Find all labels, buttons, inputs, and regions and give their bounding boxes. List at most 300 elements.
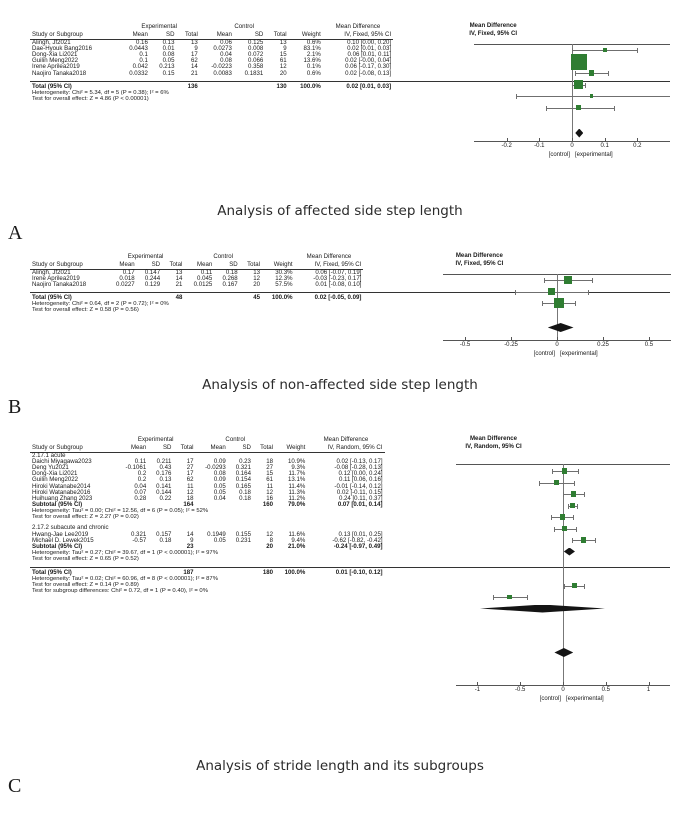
ci-end-cap [563, 492, 564, 497]
axis-tick-label: -0.5 [515, 687, 526, 693]
cell-exp-sd: 0.129 [144, 280, 161, 288]
cell-exp-mean: 0.0332 [129, 69, 148, 77]
cell-ctl-sd: 0.066 [248, 57, 264, 65]
group-header-row [30, 252, 670, 260]
col-effect: IV, Fixed, 95% CI [323, 30, 393, 39]
cell-effect: 0.10 [0.00, 0.20] [347, 38, 392, 46]
cell-ctl-sd: 0.164 [235, 470, 251, 478]
ci-end-cap [608, 71, 609, 76]
axis-label-control: [control] [533, 351, 555, 357]
cell-effect: 0.06 [-0.07, 0.19] [315, 268, 362, 276]
cell-exp-mean: -0.1061 [125, 463, 147, 471]
cell-ctl-mean: 0.0125 [193, 280, 213, 288]
cell-ctl-sd: 0.321 [235, 463, 251, 471]
ci-end-cap [542, 301, 543, 306]
cell-weight: 11.6% [288, 530, 306, 538]
cell-ctl-total: 45 [240, 293, 262, 302]
cell-ctl-sd: 0.125 [248, 38, 264, 46]
cell-exp-sd: 0.141 [156, 482, 172, 490]
cell-weight: 11.3% [288, 488, 306, 496]
study-weight-marker[interactable] [562, 468, 567, 473]
cell-exp-total: 21 [175, 280, 183, 288]
plot-subtitle-a: IV, Fixed, 95% CI [469, 30, 518, 37]
cell-ctl-total: 12 [279, 63, 287, 71]
axis-tick [572, 138, 573, 141]
cell-exp-sd: 0.22 [159, 494, 172, 502]
cell-exp-sd: 0.13 [159, 476, 172, 484]
cell-ctl-sd: 0.358 [248, 63, 264, 71]
study-weight-marker[interactable] [564, 276, 573, 285]
cell-ctl-mean: 0.06 [220, 38, 232, 46]
cell-ctl-total: 11 [266, 482, 274, 490]
cell-study: Alingh, Jf2021 [32, 38, 71, 46]
cell-study: Guilin Meng2022 [32, 57, 79, 65]
header-mean-difference: Mean Difference [306, 252, 352, 260]
subgroup-title: 2.17.1 acute [32, 451, 66, 459]
col-ctl-mean: Mean [184, 260, 214, 269]
summary-diamond[interactable] [575, 129, 583, 138]
plot-title-cell-c [385, 435, 670, 452]
col-weight: Weight [275, 443, 307, 452]
study-weight-marker[interactable] [576, 105, 580, 109]
study-weight-marker[interactable] [548, 288, 555, 295]
cell-exp-sd: 0.244 [144, 274, 161, 282]
cell-blank [234, 81, 265, 90]
cell-study: Dong-Xia Li2021 [32, 50, 78, 58]
axis-tick [539, 138, 540, 141]
cell-ctl-sd: 0.23 [239, 457, 251, 465]
cell-ctl-total: 20 [253, 280, 260, 288]
ci-end-cap [574, 481, 575, 486]
cell-exp-total: 9 [190, 536, 194, 544]
cell-ctl-total: 160 [262, 501, 274, 509]
axis-tick [507, 138, 508, 141]
header-control: Control [225, 435, 246, 443]
cell-exp-mean: 0.11 [134, 457, 147, 465]
axis-tick-label: -0.25 [504, 342, 518, 348]
plot-title-c: Mean Difference [469, 435, 518, 442]
statistics-text: Test for overall effect: Z = 4.86 (P < 0.00001) [32, 95, 149, 102]
statistics-text: Heterogeneity: Tau² = 0.00; Chi² = 12.56, df = 6 (P = 0.05); I² = 52% [32, 508, 209, 515]
cell-exp-mean: 0.0227 [116, 280, 135, 288]
ci-end-cap [614, 106, 615, 111]
cell-exp-total: 17 [186, 457, 194, 465]
caption-a: Analysis of affected side step length [217, 203, 463, 219]
axis-tick [563, 682, 564, 685]
ci-end-cap [575, 301, 576, 306]
cell-exp-mean: 0.2 [137, 476, 147, 484]
panel-b [0, 250, 677, 365]
cell-exp-total: 18 [186, 494, 194, 502]
study-weight-marker[interactable] [571, 54, 587, 70]
cell-total-label: Subtotal (95% CI) [32, 501, 83, 509]
statistics-text: Test for overall effect: Z = 2.27 (P = 0.02) [32, 514, 139, 521]
col-ctl-sd: SD [228, 443, 253, 452]
col-exp-total: Total [176, 30, 199, 39]
axis-tick [477, 682, 478, 685]
cell-ctl-total: 180 [253, 568, 275, 577]
axis-tick-label: -0.5 [459, 342, 471, 348]
cell-study: Naojiro Tanaka2018 [32, 280, 87, 288]
summary-diamond[interactable] [564, 548, 575, 556]
cell-ctl-total: 13 [279, 38, 287, 46]
header-control: Control [213, 252, 233, 260]
statistics-text: Test for overall effect: Z = 0.14 (P = 0.89) [32, 582, 139, 589]
caption-b: Analysis of non-affected side step length [202, 377, 478, 393]
axis-tick [606, 682, 607, 685]
axis-tick [649, 682, 650, 685]
summary-diamond[interactable] [548, 323, 574, 332]
axis-tick [465, 337, 466, 340]
axis-label-experimental: [experimental] [560, 351, 598, 357]
axis-tick [637, 138, 638, 141]
cell-study: Irene Aprilea2019 [32, 63, 80, 71]
cell-weight: 0.6% [306, 38, 321, 46]
cell-exp-sd: 0.213 [159, 63, 175, 71]
cell-ctl-total: 20 [279, 69, 287, 77]
axis-tick [511, 337, 512, 340]
cell-effect: 0.11 [0.06, 0.16] [338, 476, 383, 484]
cell-ctl-total: 18 [266, 457, 274, 465]
ci-end-cap [564, 584, 565, 589]
col-ctl-sd: SD [214, 260, 239, 269]
axis-tick [520, 682, 521, 685]
axis-tick-label: 0.5 [644, 342, 654, 348]
col-exp-sd: SD [137, 260, 162, 269]
cell-weight: 13.6% [303, 57, 321, 65]
col-ctl-mean: Mean [200, 30, 234, 39]
axis-tick-label: 0.25 [597, 342, 609, 348]
ci-end-cap [572, 538, 573, 543]
forest-graph-b [443, 268, 671, 360]
cell-effect: 0.06 [-0.17, 0.30] [345, 63, 392, 71]
cell-exp-total: 23 [186, 542, 194, 550]
statistics-text: Heterogeneity: Tau² = 0.02; Chi² = 60.96, df = 8 (P < 0.00001); I² = 87% [32, 576, 218, 583]
axis-tick [557, 337, 558, 340]
cell-exp-mean: 0.04 [134, 482, 147, 490]
cell-ctl-sd: 0.167 [222, 280, 238, 288]
ci-end-cap [595, 538, 596, 543]
panel-letter-a: A [8, 222, 23, 244]
ci-end-cap [516, 94, 517, 99]
cell-ctl-sd: 0.268 [222, 274, 238, 282]
ci-end-cap [527, 595, 528, 600]
col-exp-mean: Mean [116, 443, 148, 452]
cell-exp-mean: 0.321 [130, 530, 147, 538]
cell-weight: 21.0% [288, 542, 306, 550]
cell-exp-total: 62 [186, 476, 194, 484]
ci-end-cap [637, 48, 638, 53]
cell-exp-mean: 0.018 [119, 274, 135, 282]
cell-exp-total: 164 [183, 501, 194, 509]
cell-weight: 11.7% [288, 470, 306, 478]
col-ctl-sd: SD [234, 30, 265, 39]
cell-exp-total: 21 [191, 69, 198, 77]
cell-exp-sd: 0.147 [144, 268, 161, 276]
cell-weight: 9.3% [291, 463, 306, 471]
cell-exp-sd: 0.176 [156, 470, 172, 478]
cell-ctl-total: 8 [269, 536, 274, 544]
cell-effect: 0.12 [0.00, 0.24] [338, 470, 383, 478]
cell-ctl-total: 130 [265, 81, 288, 90]
ci-end-cap [572, 83, 573, 88]
summary-diamond[interactable] [554, 648, 573, 657]
cell-ctl-total: 16 [266, 494, 274, 502]
study-weight-marker[interactable] [581, 537, 586, 542]
ci-end-cap [585, 83, 586, 88]
header-experimental: Experimental [137, 435, 174, 443]
study-weight-marker[interactable] [560, 514, 565, 519]
cell-effect: 0.24 [0.11, 0.37] [338, 494, 383, 502]
cell-ctl-mean: 0.09 [213, 476, 226, 484]
cell-ctl-total: 61 [279, 57, 287, 65]
cell-study: Guilin Meng2022 [32, 476, 79, 484]
panel-c [0, 432, 677, 752]
cell-exp-total: 27 [186, 463, 194, 471]
cell-exp-mean: 0.16 [135, 38, 148, 46]
cell-exp-mean: 0.07 [134, 488, 147, 496]
forest-graph-c [456, 451, 670, 746]
ci-end-cap [576, 527, 577, 532]
cell-blank [150, 81, 177, 90]
study-weight-marker[interactable] [571, 491, 576, 496]
cell-exp-total: 187 [173, 568, 195, 577]
study-weight-marker[interactable] [562, 526, 567, 531]
axis-tick-label: -1 [474, 687, 481, 693]
cell-effect: -0.01 [-0.14, 0.12] [334, 482, 383, 490]
ci-end-cap [584, 584, 585, 589]
cell-exp-mean: 0.0443 [129, 44, 148, 52]
cell-blank [107, 293, 137, 302]
cell-exp-sd: 0.05 [162, 57, 175, 65]
cell-ctl-mean: 0.0083 [213, 69, 232, 77]
cell-exp-mean: 0.1 [139, 57, 148, 65]
cell-ctl-total: 13 [253, 268, 260, 276]
cell-exp-total: 9 [194, 44, 198, 52]
cell-exp-mean: 0.1 [139, 50, 148, 58]
cell-exp-total: 136 [176, 81, 199, 90]
col-ctl-total: Total [265, 30, 288, 39]
cell-study: Daichi Miyagawa2023 [32, 457, 92, 465]
cell-weight: 0.1% [306, 63, 321, 71]
study-weight-marker[interactable] [590, 94, 593, 97]
cell-weight: 11.2% [288, 494, 306, 502]
cell-total-label: Total (95% CI) [30, 293, 107, 302]
header-experimental: Experimental [141, 22, 177, 30]
cell-exp-mean: 0.17 [122, 268, 135, 276]
cell-weight: 11.4% [288, 482, 306, 490]
cell-ctl-mean: 0.1949 [207, 530, 226, 538]
header-control: Control [234, 22, 255, 30]
cell-exp-total: 14 [186, 530, 194, 538]
cell-effect: 0.07 [0.01, 0.14] [337, 501, 383, 509]
cell-exp-total: 13 [175, 268, 183, 276]
cell-weight: 0.6% [306, 69, 321, 77]
col-ctl-total: Total [240, 260, 262, 269]
axis-label-control: [control] [548, 152, 570, 158]
cell-total-label: Total (95% CI) [30, 568, 116, 577]
panel-letter-b: B [8, 396, 22, 418]
axis-tick [603, 337, 604, 340]
plot-subtitle-b: IV, Fixed, 95% CI [455, 260, 504, 267]
cell-ctl-sd: 0.18 [239, 494, 251, 502]
cell-ctl-total: 15 [266, 470, 274, 478]
cell-effect: 0.13 [0.01, 0.25] [338, 530, 383, 538]
plot-subtitle-c: IV, Random, 95% CI [465, 443, 522, 450]
cell-ctl-mean: 0.04 [213, 494, 226, 502]
cell-effect: 0.02 [-0.00, 0.04] [345, 57, 392, 65]
col-effect: IV, Fixed, 95% CI [295, 260, 364, 269]
panel-letter-c: C [8, 775, 22, 797]
cell-total-label: Subtotal (95% CI) [32, 542, 83, 550]
cell-ctl-sd: 0.154 [235, 476, 251, 484]
ci-end-cap [588, 290, 589, 295]
cell-effect: 0.01 [-0.08, 0.10] [315, 280, 362, 288]
cell-blank [137, 293, 162, 302]
ci-end-cap [546, 106, 547, 111]
cell-ctl-mean: 0.0273 [213, 44, 232, 52]
study-weight-marker[interactable] [603, 48, 607, 52]
caption-c: Analysis of stride length and its subgroups [196, 758, 484, 774]
statistics-text: Heterogeneity: Chi² = 0.64, df = 2 (P = 0.72); I² = 0% [32, 301, 169, 308]
cell-exp-sd: 0.08 [162, 50, 175, 58]
axis-tick-label: 0.5 [601, 687, 610, 693]
cell-ctl-sd: 0.008 [248, 44, 264, 52]
cell-blank [214, 293, 239, 302]
cell-ctl-mean: -0.0293 [205, 463, 226, 471]
cell-study: Dae-Hyouk Bang2016 [32, 44, 92, 52]
x-axis-line [443, 340, 671, 341]
cell-blank [148, 568, 173, 577]
study-weight-marker[interactable] [572, 583, 577, 588]
cell-effect: -0.24 [-0.97, 0.49] [333, 542, 383, 550]
ci-end-cap [551, 515, 552, 520]
ci-end-cap [578, 469, 579, 474]
col-study: Study or Subgroup [30, 443, 116, 452]
cell-effect: 0.06 [0.01, 0.11] [347, 50, 392, 58]
cell-ctl-total: 12 [253, 274, 260, 282]
cell-weight: 79.0% [288, 501, 306, 509]
cell-exp-sd: 0.157 [156, 530, 172, 538]
ci-end-cap [515, 290, 516, 295]
cell-study: Deng Yu2021 [32, 463, 69, 471]
col-exp-mean: Mean [119, 30, 150, 39]
cell-ctl-mean: 0.04 [220, 50, 232, 58]
ci-end-cap [575, 71, 576, 76]
x-axis-line [474, 141, 670, 142]
axis-tick-label: 0 [570, 143, 574, 149]
cell-exp-sd: 0.13 [162, 38, 175, 46]
col-ctl-total: Total [253, 443, 275, 452]
cell-effect: 0.02 [-0.11, 0.15] [336, 488, 383, 496]
cell-weight: 100.0% [289, 81, 323, 90]
study-weight-marker[interactable] [574, 80, 583, 89]
cell-exp-total: 12 [186, 488, 194, 496]
cell-blank [116, 568, 148, 577]
axis-label-control: [control] [539, 696, 561, 702]
col-study: Study or Subgroup [30, 30, 119, 39]
study-weight-marker[interactable] [554, 480, 559, 485]
cell-exp-mean: 0.2 [137, 470, 147, 478]
cell-total-label: Total (95% CI) [30, 81, 119, 90]
cell-weight: 57.5% [275, 280, 293, 288]
axis-tick-label: 0 [555, 342, 559, 348]
ci-end-cap [544, 278, 545, 283]
axis-label-experimental: [experimental] [566, 696, 604, 702]
statistics-text: Test for overall effect: Z = 0.58 (P = 0.56) [32, 307, 139, 314]
cell-exp-total: 62 [191, 57, 198, 65]
cell-ctl-mean: 0.11 [200, 268, 213, 276]
group-header-row [30, 435, 670, 443]
col-weight: Weight [262, 260, 295, 269]
cell-ctl-mean: 0.05 [213, 488, 226, 496]
cell-exp-total: 11 [187, 482, 194, 490]
cell-effect: 0.02 [0.01, 0.03] [323, 81, 393, 90]
cell-study: Hiroki Watanabe2016 [32, 488, 91, 496]
cell-weight: 100.0% [275, 568, 307, 577]
axis-label-experimental: [experimental] [575, 152, 613, 158]
cell-study: Dong-Xia Li2021 [32, 470, 78, 478]
col-exp-mean: Mean [107, 260, 137, 269]
axis-tick-label: 0 [561, 687, 565, 693]
cell-ctl-total: 27 [266, 463, 274, 471]
cell-blank [195, 568, 227, 577]
x-axis-line [456, 685, 670, 686]
axis-tick [605, 138, 606, 141]
forest-graph-a [474, 38, 670, 188]
header-experimental: Experimental [127, 252, 164, 260]
summary-diamond[interactable] [480, 605, 605, 613]
cell-exp-sd: 0.43 [159, 463, 172, 471]
plot-title-cell-b [363, 252, 670, 269]
cell-exp-sd: 0.211 [156, 457, 172, 465]
cell-ctl-sd: 0.165 [235, 482, 251, 490]
cell-ctl-mean: -0.0223 [211, 63, 232, 71]
cell-study: Alingh, Jf2021 [32, 268, 71, 276]
cell-weight: 10.9% [288, 457, 306, 465]
cell-ctl-sd: 0.1831 [244, 69, 264, 77]
cell-exp-sd: 0.18 [159, 536, 172, 544]
ci-end-cap [592, 278, 593, 283]
plot-title-b: Mean Difference [455, 252, 503, 259]
study-weight-marker[interactable] [589, 70, 594, 75]
axis-tick [649, 337, 650, 340]
cell-ctl-total: 9 [283, 44, 287, 52]
col-ctl-mean: Mean [195, 443, 227, 452]
ci-end-cap [554, 527, 555, 532]
cell-ctl-sd: 0.231 [235, 536, 251, 544]
statistics-text: Heterogeneity: Tau² = 0.27; Chi² = 39.67, df = 1 (P < 0.00001); I² = 97% [32, 550, 218, 557]
cell-weight: 83.1% [303, 44, 321, 52]
cell-blank [200, 81, 234, 90]
cell-study: Hiroki Watanabe2014 [32, 482, 91, 490]
col-exp-sd: SD [148, 443, 173, 452]
study-weight-marker[interactable] [570, 503, 575, 508]
group-header-row [30, 22, 670, 30]
cell-effect: 0.02 [-0.13, 0.17] [336, 457, 383, 465]
cell-study: Hwang-Jae Lee2019 [32, 530, 89, 538]
cell-ctl-mean: 0.05 [213, 536, 226, 544]
cell-weight: 12.3% [275, 274, 293, 282]
cell-study: Irene Aprilea2019 [32, 274, 80, 282]
cell-ctl-total: 20 [266, 542, 274, 550]
study-weight-marker[interactable] [554, 298, 565, 309]
statistics-text: Heterogeneity: Chi² = 5.34, df = 5 (P = 0.38); I² = 6% [32, 89, 169, 96]
axis-tick-label: -0.1 [534, 143, 545, 149]
study-weight-marker[interactable] [507, 595, 512, 600]
cell-ctl-total: 61 [266, 476, 274, 484]
col-exp-total: Total [162, 260, 184, 269]
